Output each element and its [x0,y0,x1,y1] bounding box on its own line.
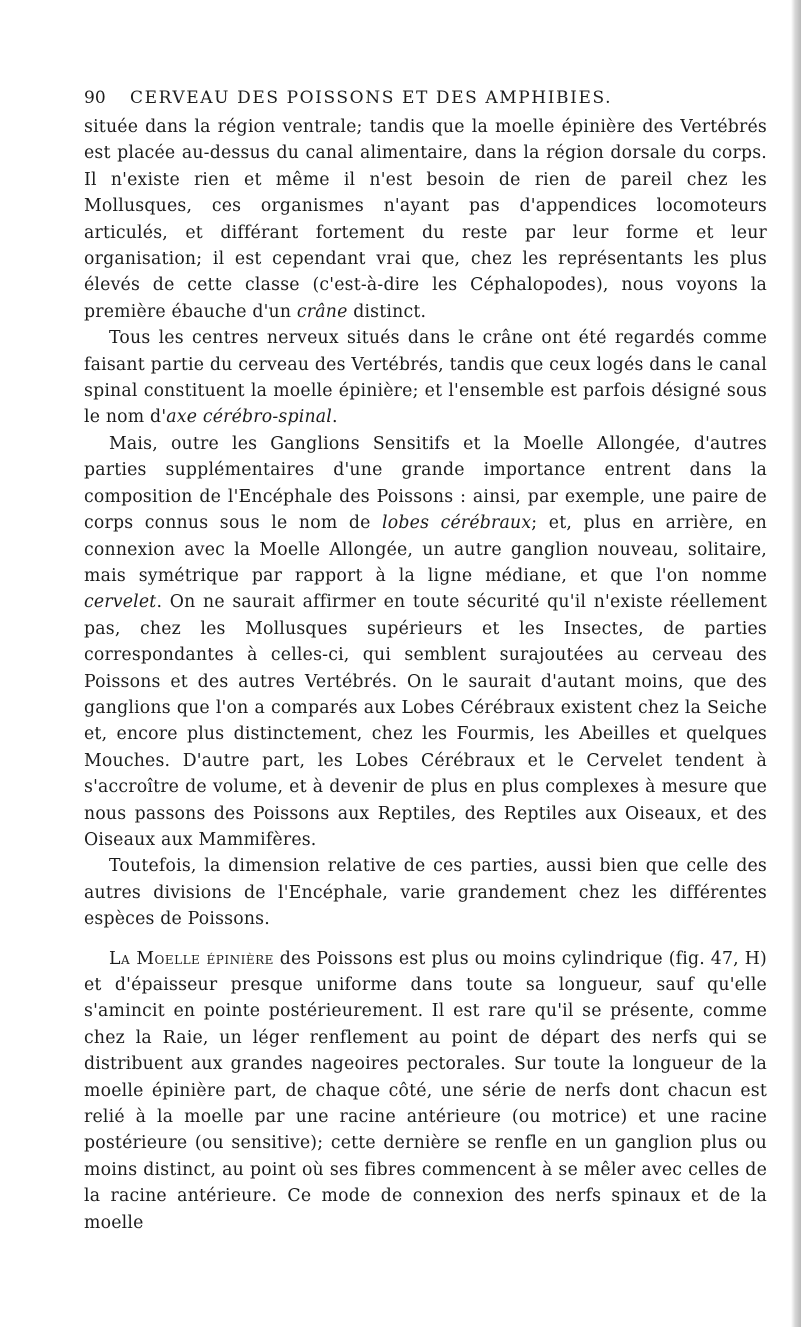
running-header [84,88,767,108]
paragraph-5 [84,946,767,1236]
paragraph-1 [84,114,767,325]
paragraph-1-text: située dans la région ventrale; tandis que la moelle épinière des Vertébrés est placée au-dessus du canal alimentaire, dans la région dorsale du corps. Il n'existe rien et même il n'est besoin de rien de pareil chez les Mollusques, ces organismes n'ayant pas d'appendices locomoteurs articulés, et différant fortement du reste par leur forme et leur organisation; il est cependant vrai que, chez les représentants les plus élevés de cette classe (c'est-à-dire les Céphalopodes), nous voyons la première ébauche d'un [84,117,767,322]
italic-term-axe-cerebro-spinal: axe cérébro-spinal [166,407,333,428]
italic-term-cervelet: cervelet [84,592,157,613]
paragraph-3 [84,431,767,854]
paragraph-4 [84,853,767,932]
paragraph-3-text-b: ; et, plus en arrière, en connexion avec la Moelle Allongée, un autre ganglion nouveau, solitaire, mais symétrique par rapport à la ligne médiane, et que l'on nomme [84,513,767,586]
paragraph-2-text: Tous les centres nerveux situés dans le crâne ont été regardés comme faisant partie du cerveau des Vertébrés, tandis que ceux logés dans le canal spinal constituent la moelle épinière; et l'ensemble est parfois désigné sous le nom d' [84,328,767,428]
paragraph-2-end: . [332,407,338,428]
paragraph-4-text: Toutefois, la dimension relative de ces parties, aussi bien que celle des autres divisions de l'Encéphale, varie grandement chez les différentes espèces de Poissons. [84,856,767,930]
running-title: CERVEAU DES POISSONS ET DES AMPHIBIES. [130,88,613,108]
small-caps-heading: La Moelle épinière [109,948,274,969]
paragraph-5-text: des Poissons est plus ou moins cylindrique (fig. 47, H) et d'épaisseur presque uniforme dans toute sa longueur, sauf qu'elle s'amincit en pointe postérieurement. Il est rare qu'il se présente, comme chez la Raie, un léger renflement au point de départ des nerfs qui se distribuent aux grandes nageoires pectorales. Sur toute la longueur de la moelle épinière part, de chaque côté, une série de nerfs dont chacun est relié à la moelle par une racine antérieure (ou motrice) et une racine postérieure (ou sensitive); cette dernière se renfle en un ganglion plus ou moins distinct, au point où ses fibres commencent à se mêler avec celles de la racine antérieure. Ce mode de connexion des nerfs spinaux et de la moelle [84,948,767,1233]
italic-term-crane: crâne [296,301,348,322]
page-number: 90 [84,88,106,108]
page-edge-shadow [791,0,801,1327]
paragraph-2 [84,325,767,431]
paragraph-3-text-c: . On ne saurait affirmer en toute sécurité qu'il n'existe réellement pas, chez les Mollusques supérieurs et les Insectes, de parties correspondantes à celles-ci, qui semblent surajoutées au cerveau des Poissons et des autres Vertébrés. On le saurait d'autant moins, que des ganglions que l'on a comparés aux Lobes Cérébraux existent chez la Seiche et, encore plus distinctement, chez les Fourmis, les Abeilles et quelques Mouches. D'autre part, les Lobes Cérébraux et le Cervelet tendent à s'accroître de volume, et à devenir de plus en plus complexes à mesure que nous passons des Poissons aux Reptiles, des Reptiles aux Oiseaux, et des Oiseaux aux Mammifères. [84,592,767,850]
paragraph-1-end: distinct. [347,301,427,322]
italic-term-lobes-cerebraux: lobes cérébraux [382,513,532,534]
paragraph-3-text-a: Mais, outre les Ganglions Sensitifs et la Moelle Allongée, d'autres parties supplémentaires d'une grande importance entrent dans la composition de l'Encéphale des Poissons : ainsi, par exemple, une paire de corps connus sous le nom de [84,433,767,534]
